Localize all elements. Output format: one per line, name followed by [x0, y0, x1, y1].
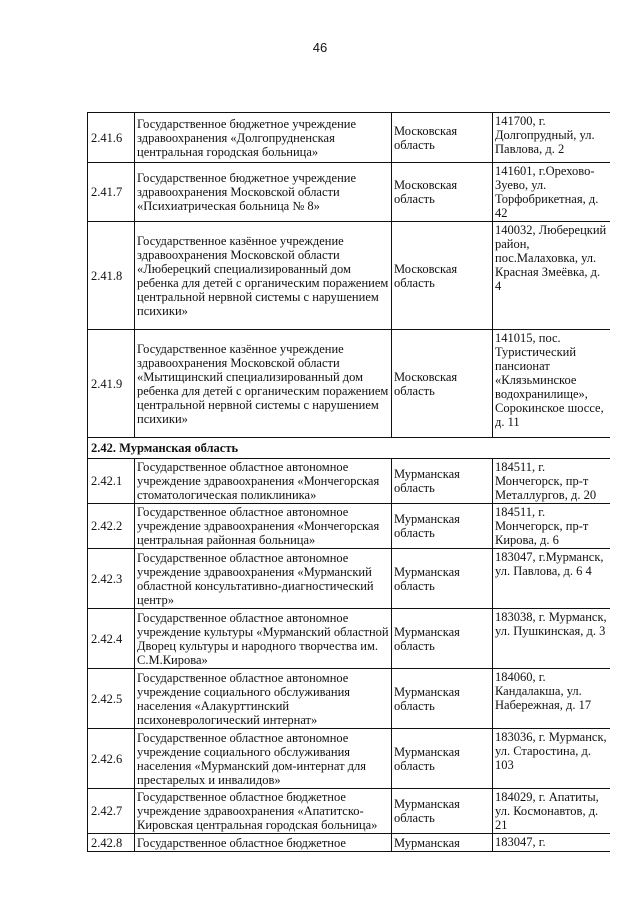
section-title: 2.42. Мурманская область — [88, 438, 611, 459]
region-cell: Мурманская область — [392, 609, 493, 669]
row-number-cell: 2.42.6 — [88, 729, 135, 789]
page-number: 46 — [312, 40, 328, 55]
row-number-cell: 2.42.7 — [88, 789, 135, 834]
region-cell: Московская область — [392, 330, 493, 438]
institution-name-cell: Государственное казённое учреждение здравоохранения Московской области «Мытищинский специализированный дом ребенка для детей с органическим поражением центральной нервной системы с нарушением психики» — [135, 330, 392, 438]
region-cell: Мурманская — [392, 834, 493, 852]
institution-name-cell: Государственное областное бюджетное — [135, 834, 392, 852]
address-cell: 184029, г. Апатиты, ул. Космонавтов, д. 21 — [493, 789, 611, 834]
address-cell: 184511, г. Мончегорск, пр-т Кирова, д. 6 — [493, 504, 611, 549]
table-row — [88, 459, 611, 504]
region-cell: Мурманская область — [392, 789, 493, 834]
institution-name-cell: Государственное областное автономное учреждение здравоохранения «Мурманский областной консультативно-диагностический центр» — [135, 549, 392, 609]
institution-name-cell: Государственное областное автономное учреждение здравоохранения «Мончегорская центральная районная больница» — [135, 504, 392, 549]
table-row — [88, 504, 611, 549]
address-cell: 183038, г. Мурманск, ул. Пушкинская, д. 3 — [493, 609, 611, 669]
table-row — [88, 330, 611, 438]
row-number-cell: 2.41.6 — [88, 113, 135, 163]
institutions-table-wrapper — [87, 112, 610, 892]
institution-name-cell: Государственное бюджетное учреждение здравоохранения Московской области «Психиатрическая больница № 8» — [135, 163, 392, 222]
table-row — [88, 113, 611, 163]
row-number-cell: 2.42.4 — [88, 609, 135, 669]
row-number-cell: 2.42.2 — [88, 504, 135, 549]
table-row — [88, 163, 611, 222]
section-header-row — [88, 438, 611, 459]
address-cell: 184511, г. Мончегорск, пр-т Металлургов, д. 20 — [493, 459, 611, 504]
row-number-cell: 2.41.9 — [88, 330, 135, 438]
institution-name-cell: Государственное областное автономное учреждение здравоохранения «Мончегорская стоматологическая поликлиника» — [135, 459, 392, 504]
address-cell: 141015, пос. Туристический пансионат «Клязьминское водохранилище», Сорокинское шоссе, д. 11 — [493, 330, 611, 438]
institution-name-cell: Государственное бюджетное учреждение здравоохранения «Долгопрудненская центральная городская больница» — [135, 113, 392, 163]
row-number-cell: 2.41.8 — [88, 222, 135, 330]
table-row — [88, 729, 611, 789]
region-cell: Мурманская область — [392, 459, 493, 504]
institution-name-cell: Государственное областное автономное учреждение культуры «Мурманский областной Дворец культуры и народного творчества им. С.М.Кирова» — [135, 609, 392, 669]
institutions-table — [87, 112, 610, 852]
region-cell: Московская область — [392, 163, 493, 222]
institution-name-cell: Государственное областное автономное учреждение социального обслуживания населения «Алакурттинский психоневрологический интернат» — [135, 669, 392, 729]
row-number-cell: 2.42.5 — [88, 669, 135, 729]
address-cell: 183036, г. Мурманск, ул. Старостина, д. 103 — [493, 729, 611, 789]
address-cell: 184060, г. Кандалакша, ул. Набережная, д. 17 — [493, 669, 611, 729]
table-row — [88, 549, 611, 609]
address-cell: 141601, г.Орехово-Зуево, ул. Торфобрикетная, д. 42 — [493, 163, 611, 222]
region-cell: Московская область — [392, 113, 493, 163]
table-row — [88, 834, 611, 852]
row-number-cell: 2.41.7 — [88, 163, 135, 222]
institution-name-cell: Государственное областное автономное учреждение социального обслуживания населения «Мурманский дом-интернат для престарелых и инвалидов» — [135, 729, 392, 789]
table-row — [88, 222, 611, 330]
region-cell: Мурманская область — [392, 669, 493, 729]
address-cell: 183047, г.Мурманск, ул. Павлова, д. 6 4 — [493, 549, 611, 609]
address-cell: 141700, г. Долгопрудный, ул. Павлова, д. 2 — [493, 113, 611, 163]
region-cell: Мурманская область — [392, 729, 493, 789]
table-row — [88, 789, 611, 834]
region-cell: Мурманская область — [392, 504, 493, 549]
institution-name-cell: Государственное областное бюджетное учреждение здравоохранения «Апатитско-Кировская центральная городская больница» — [135, 789, 392, 834]
row-number-cell: 2.42.8 — [88, 834, 135, 852]
region-cell: Московская область — [392, 222, 493, 330]
institution-name-cell: Государственное казённое учреждение здравоохранения Московской области «Люберецкий специализированный дом ребенка для детей с органическим поражением центральной нервной системы с нарушением психики» — [135, 222, 392, 330]
address-cell: 140032, Люберецкий район, пос.Малаховка, ул. Красная Змеёвка, д. 4 — [493, 222, 611, 330]
table-row — [88, 609, 611, 669]
row-number-cell: 2.42.3 — [88, 549, 135, 609]
row-number-cell: 2.42.1 — [88, 459, 135, 504]
region-cell: Мурманская область — [392, 549, 493, 609]
address-cell: 183047, г. — [493, 834, 611, 852]
table-row — [88, 669, 611, 729]
